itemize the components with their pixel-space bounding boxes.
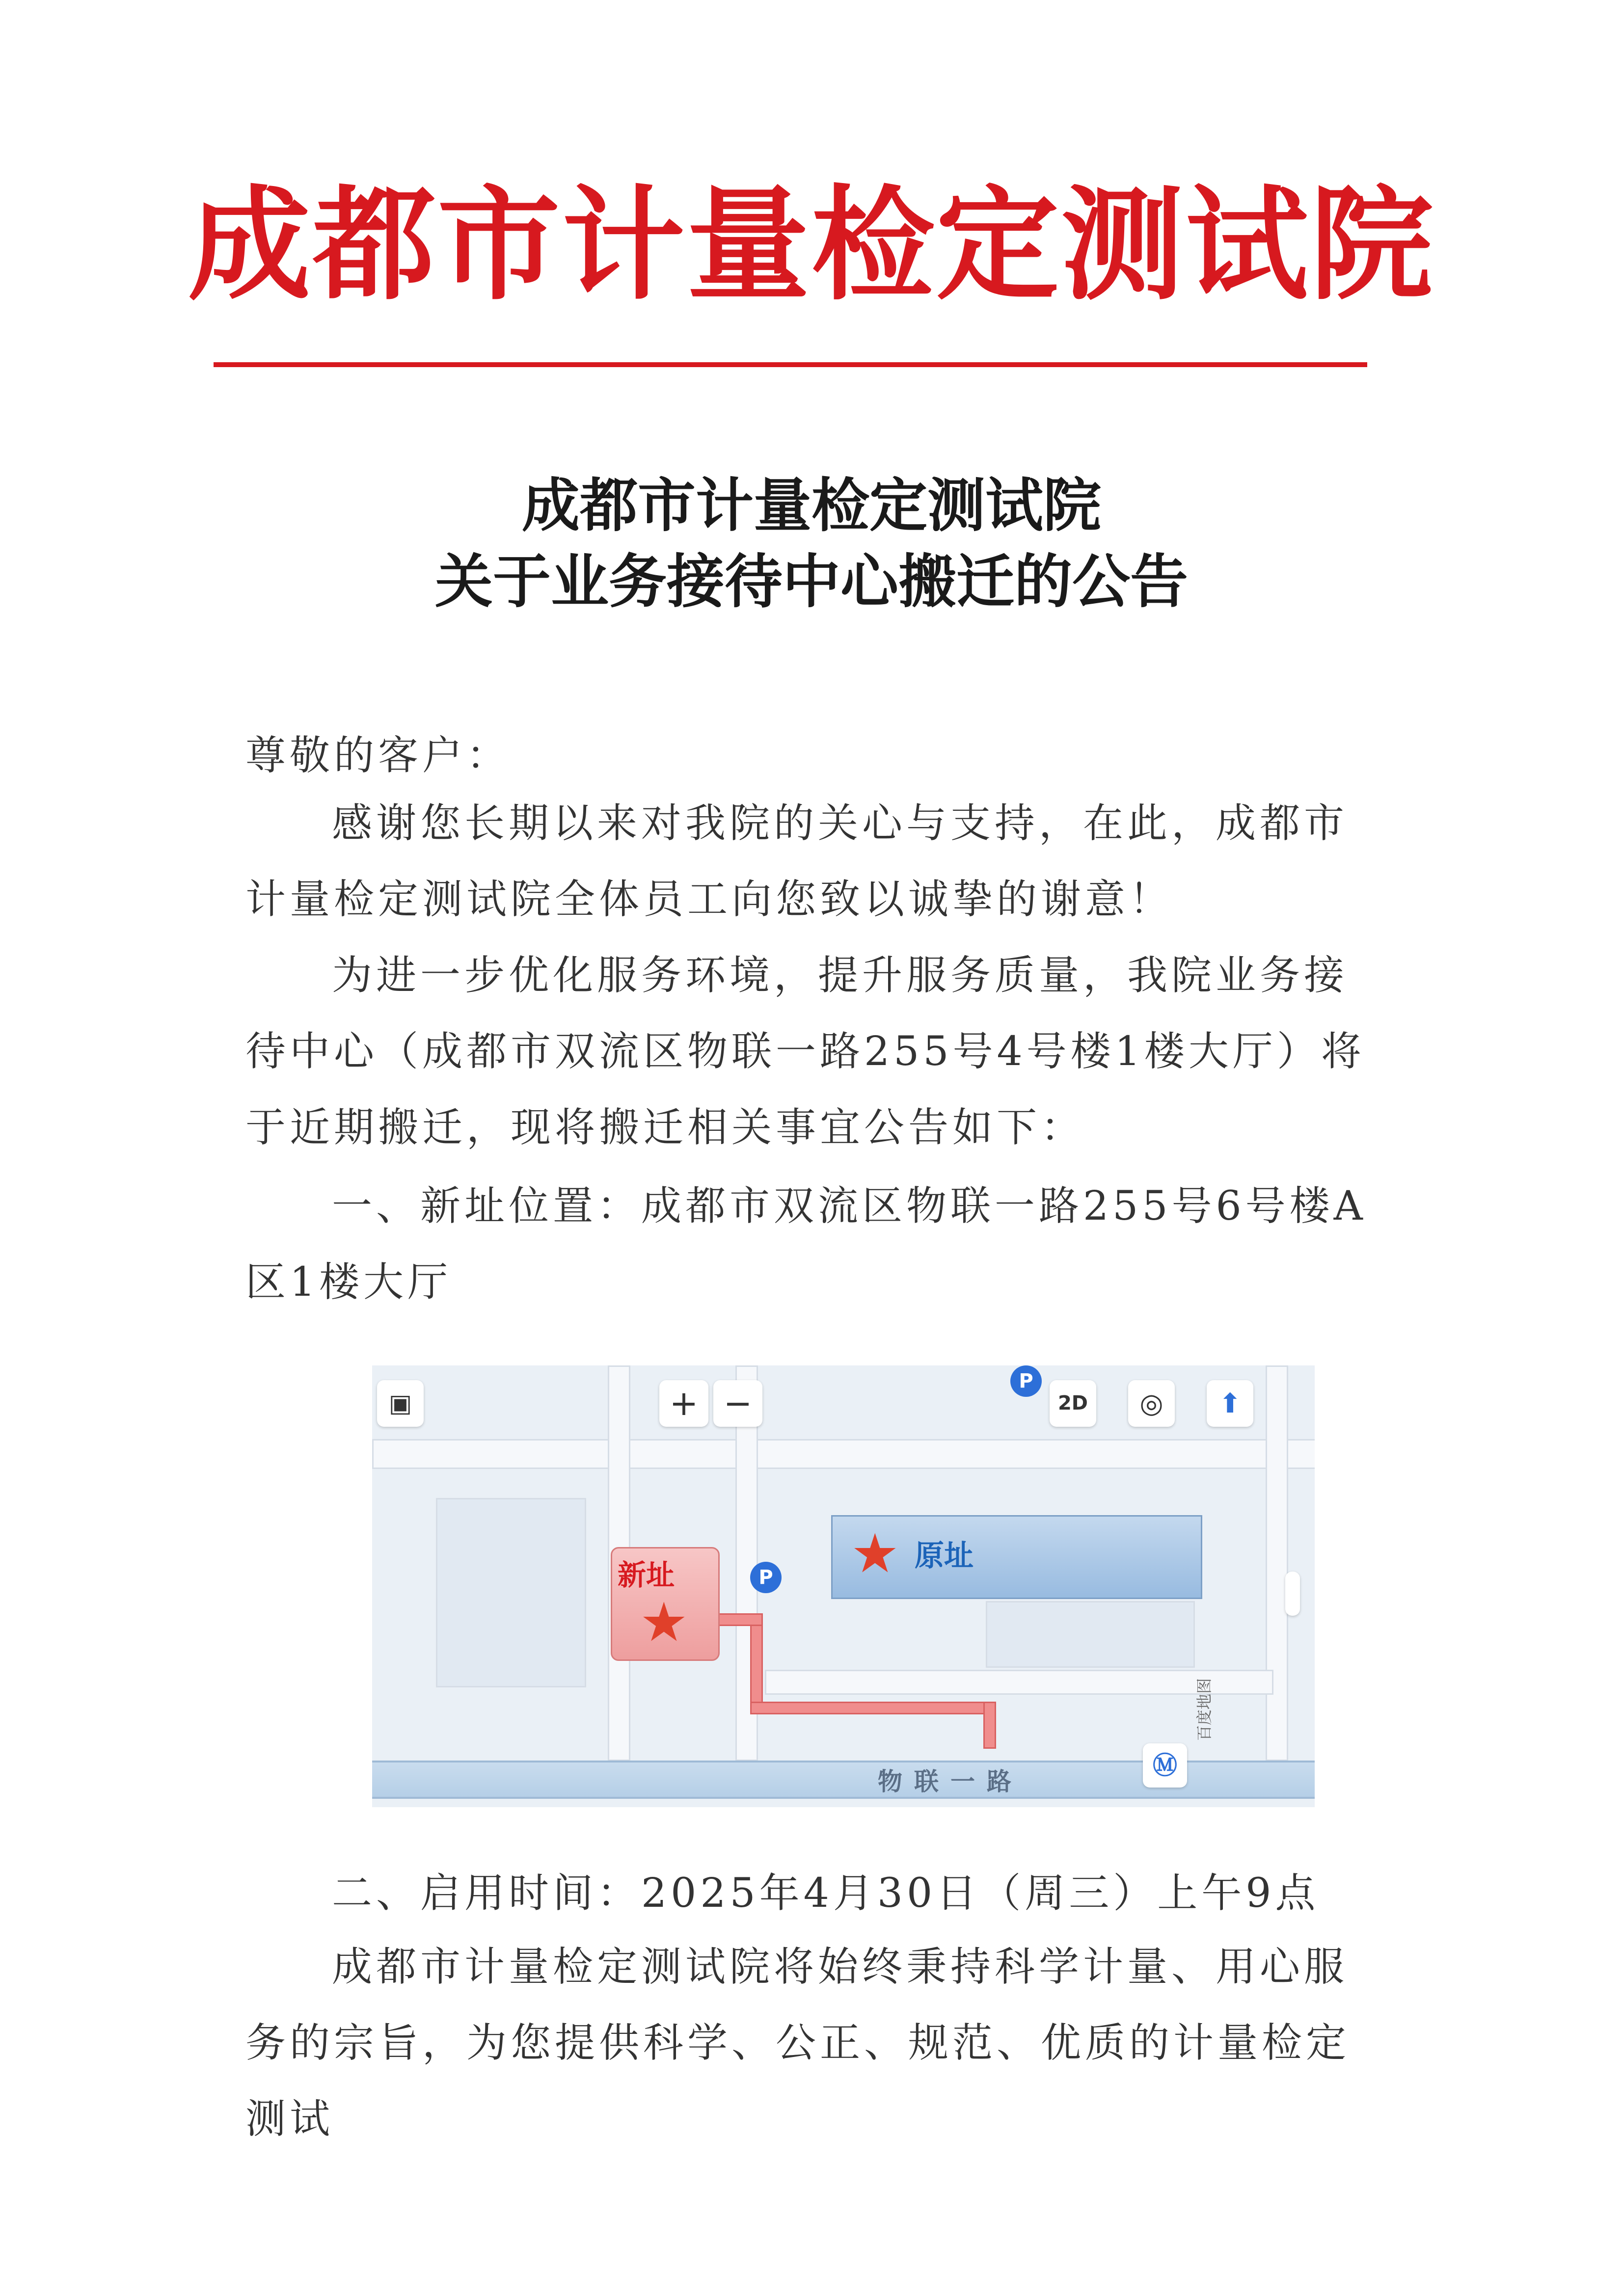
map-scroll-handle[interactable] (1285, 1572, 1300, 1616)
route-button[interactable] (1207, 1380, 1253, 1427)
paragraph-closing: 成都市计量检定测试院将始终秉持科学计量、用心服务的宗旨，为您提供科学、公正、规范、优质的计量检定测试 (245, 1944, 1351, 2142)
notice-title-line2: 关于业务接待中心搬迁的公告 (434, 547, 1188, 615)
parking-icon[interactable]: P (750, 1562, 782, 1593)
salutation: 尊敬的客户： (245, 732, 511, 779)
map-street (372, 1439, 1315, 1469)
letterhead-divider (214, 362, 1367, 367)
new-site-label: 新址 (618, 1558, 675, 1592)
paragraph-thanks: 感谢您长期以来对我院的关心与支持，在此，成都市计量检定测试院全体员工向您致以诚挚的谢意！ (245, 800, 1349, 923)
paragraph-start-time: 二、启用时间：2025年4月30日（周三）上午9点 (332, 1870, 1320, 1917)
notice-title-line1: 成都市计量检定测试院 (521, 471, 1101, 539)
route-segment (716, 1613, 763, 1626)
paragraph-new-address: 一、新址位置：成都市双流区物联一路255号6号楼A区1楼大厅 (245, 1183, 1367, 1306)
locate-button[interactable] (1128, 1380, 1175, 1427)
map-block (436, 1498, 586, 1687)
map-layer-button[interactable] (377, 1380, 424, 1427)
zoom-out-button[interactable]: − (713, 1380, 762, 1427)
metro-icon: Ⓜ (1153, 1751, 1177, 1780)
route-segment (750, 1613, 763, 1714)
map-watermark: 百度地图 (1195, 1678, 1214, 1741)
layer-icon: ▣ (388, 1389, 412, 1417)
road-label: 物联一路 (878, 1767, 1023, 1796)
locate-icon: ◎ (1139, 1388, 1163, 1419)
map-block (986, 1601, 1195, 1668)
old-site-star-icon: ★ (851, 1522, 899, 1585)
arrow-up-icon: ⬆ (1218, 1388, 1242, 1419)
zoom-in-button[interactable]: + (659, 1380, 708, 1427)
map-street (1266, 1365, 1288, 1761)
route-segment (750, 1702, 996, 1714)
route-segment (983, 1702, 996, 1749)
transit-button[interactable] (1143, 1743, 1187, 1788)
view-2d-button[interactable]: 2D (1050, 1380, 1096, 1427)
letterhead-title: 成都市计量检定测试院 (188, 174, 1435, 317)
parking-icon[interactable]: P (1010, 1365, 1042, 1397)
old-site-label: 原址 (915, 1539, 974, 1573)
paragraph-relocation: 为进一步优化服务环境，提升服务质量，我院业务接待中心（成都市双流区物联一路255号4号楼1楼大厅）将于近期搬迁，现将搬迁相关事宜公告如下： (245, 952, 1365, 1151)
new-site-star-icon: ★ (640, 1591, 688, 1654)
location-map (372, 1365, 1315, 1807)
